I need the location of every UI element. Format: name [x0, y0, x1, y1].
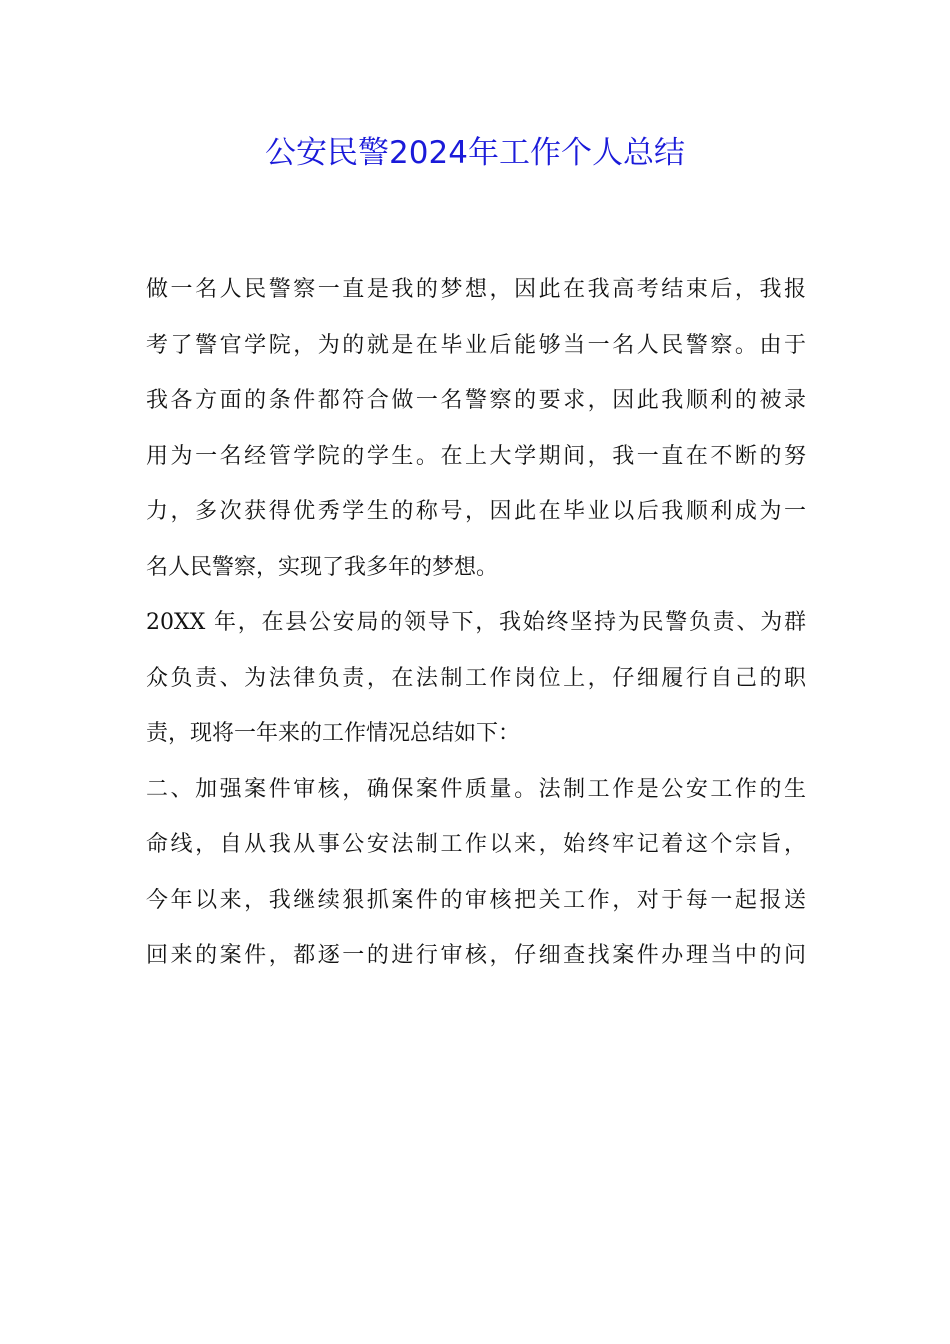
text-line: 20XX 年，在县公安局的领导下，我始终坚持为民警负责、为群	[146, 610, 806, 635]
document-title: 公安民警2024年工作个人总结	[265, 135, 685, 171]
text-line: 众负责、为法律负责，在法制工作岗位上，仔细履行自己的职	[146, 665, 806, 691]
text-line: 责，现将一年来的工作情况总结如下：	[146, 721, 521, 746]
text-line: 我各方面的条件都符合做一名警察的要求，因此我顺利的被录	[146, 388, 806, 413]
document-body	[146, 262, 806, 984]
text-line: 今年以来，我继续狠抓案件的审核把关工作，对于每一起报送	[146, 887, 806, 913]
text-line: 名人民警察，实现了我多年的梦想。	[146, 554, 499, 580]
paragraph-1	[146, 262, 806, 595]
text-line: 力，多次获得优秀学生的称号，因此在毕业以后我顺利成为一	[146, 499, 806, 524]
paragraph-2	[146, 595, 806, 762]
text-line: 考了警官学院，为的就是在毕业后能够当一名人民警察。由于	[146, 332, 806, 358]
text-line: 用为一名经管学院的学生。在上大学期间，我一直在不断的努	[146, 443, 806, 469]
text-line: 做一名人民警察一直是我的梦想，因此在我高考结束后，我报	[146, 277, 806, 302]
text-line: 命线，自从我从事公安法制工作以来，始终牢记着这个宗旨，	[146, 832, 806, 857]
text-line: 二、加强案件审核，确保案件质量。法制工作是公安工作的生	[146, 776, 806, 802]
text-line: 回来的案件，都逐一的进行审核，仔细查找案件办理当中的问	[146, 943, 806, 968]
paragraph-3	[146, 762, 806, 984]
